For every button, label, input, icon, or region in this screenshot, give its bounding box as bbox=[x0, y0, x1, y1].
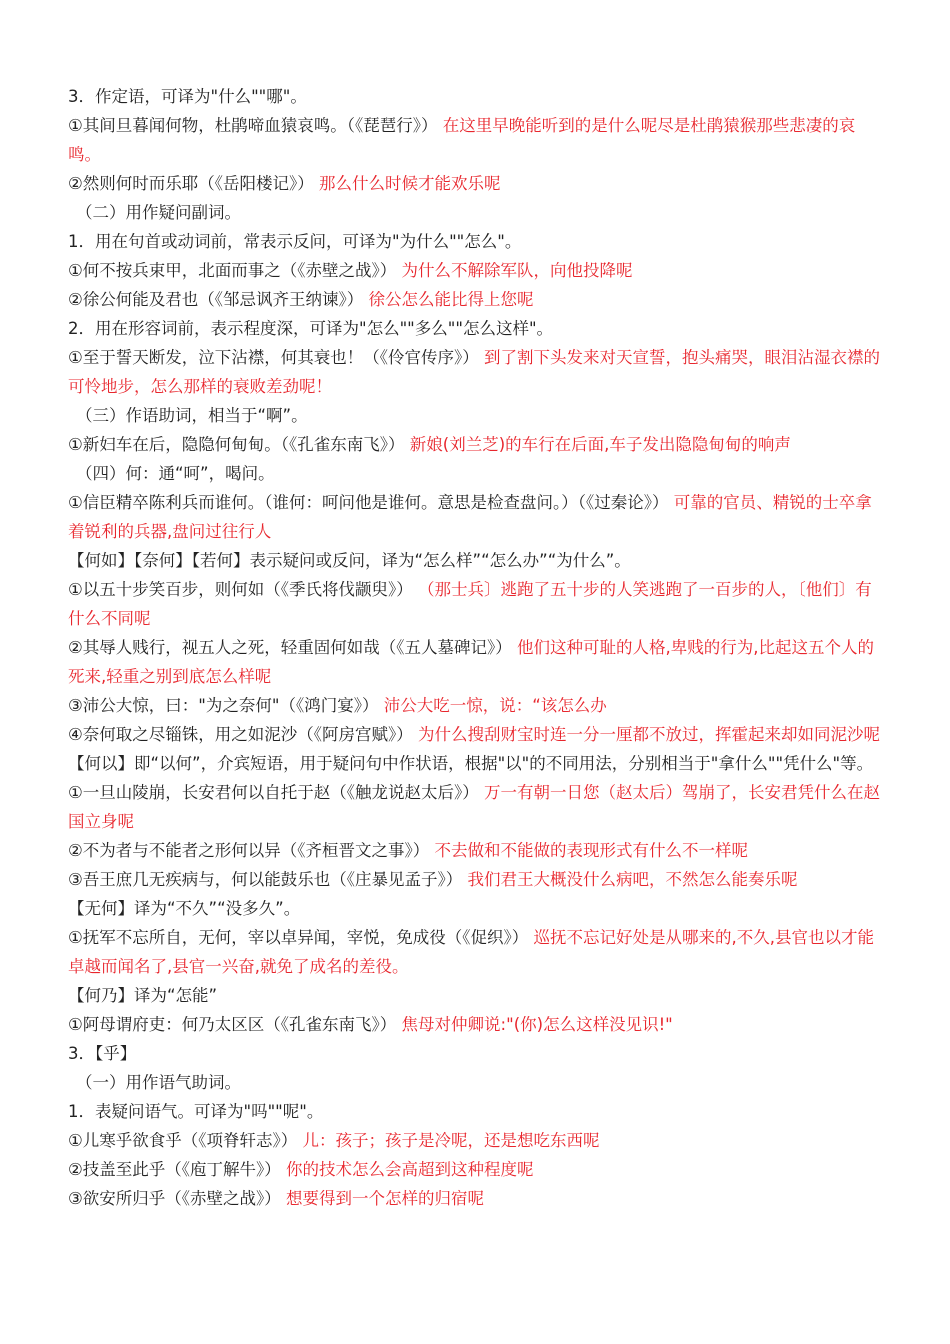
text-line bbox=[68, 343, 883, 401]
text-line bbox=[68, 111, 883, 169]
source-text: 1．表疑问语气。可译为"吗""呢"。 bbox=[68, 1102, 324, 1121]
translation-text: 你的技术怎么会高超到这种程度呢 bbox=[286, 1160, 534, 1179]
text-line bbox=[68, 1068, 883, 1097]
text-line bbox=[68, 749, 883, 778]
translation-text: （那士兵〕逃跑了五十步的人笑逃跑了一百步的人，〔他们〕有什么不同呢 bbox=[68, 580, 872, 628]
translation-text: 可靠的官员、精锐的士卒拿着锐利的兵器,盘问过往行人 bbox=[68, 493, 872, 541]
translation-text: 到了割下头发来对天宣誓，抱头痛哭，眼泪沾湿衣襟的可怜地步，怎么那样的衰败差劲呢！ bbox=[68, 348, 881, 396]
source-text: ②技盖至此乎（《庖丁解牛》） bbox=[68, 1160, 281, 1179]
text-line bbox=[68, 1184, 883, 1213]
text-line bbox=[68, 836, 883, 865]
text-line bbox=[68, 285, 883, 314]
text-line bbox=[68, 227, 883, 256]
source-text: ①一旦山陵崩，长安君何以自托于赵（《触龙说赵太后》） bbox=[68, 783, 479, 802]
text-line bbox=[68, 82, 883, 111]
source-text: 2．用在形容词前，表示程度深，可译为"怎么""多么""怎么这样"。 bbox=[68, 319, 554, 338]
text-line bbox=[68, 720, 883, 749]
text-line bbox=[68, 1126, 883, 1155]
source-text: 1．用在句首或动词前，常表示反问，可译为"为什么""怎么"。 bbox=[68, 232, 522, 251]
source-text: ①阿母谓府吏：何乃太区区（《孔雀东南飞》） bbox=[68, 1015, 397, 1034]
text-line bbox=[68, 546, 883, 575]
source-text: ②其辱人贱行，视五人之死，轻重固何如哉（《五人墓碑记》） bbox=[68, 638, 512, 657]
translation-text: 不去做和不能做的表现形式有什么不一样呢 bbox=[434, 841, 749, 860]
translation-text: 焦母对仲卿说:"(你)怎么这样没见识!" bbox=[401, 1015, 673, 1034]
text-line bbox=[68, 401, 883, 430]
source-text: （一）用作语气助词。 bbox=[76, 1073, 241, 1092]
translation-text: 想要得到一个怎样的归宿呢 bbox=[286, 1189, 485, 1208]
source-text: ③吾王庶几无疾病与，何以能鼓乐也（《庄暴见孟子》） bbox=[68, 870, 463, 889]
text-line bbox=[68, 691, 883, 720]
text-line bbox=[68, 923, 883, 981]
text-line bbox=[68, 198, 883, 227]
text-line bbox=[68, 256, 883, 285]
text-line bbox=[68, 459, 883, 488]
source-text: ②然则何时而乐耶（《岳阳楼记》） bbox=[68, 174, 314, 193]
source-text: ④奈何取之尽锱铢，用之如泥沙（《阿房宫赋》） bbox=[68, 725, 413, 744]
text-line bbox=[68, 1097, 883, 1126]
text-line bbox=[68, 169, 883, 198]
source-text: ②不为者与不能者之形何以异（《齐桓晋文之事》） bbox=[68, 841, 430, 860]
translation-text: 新娘(刘兰芝)的车行在后面,车子发出隐隐甸甸的响声 bbox=[409, 435, 791, 454]
translation-text: 在这里早晚能听到的是什么呢尽是杜鹃猿猴那些悲凄的哀鸣。 bbox=[68, 116, 856, 164]
text-line bbox=[68, 633, 883, 691]
text-line bbox=[68, 314, 883, 343]
source-text: （三）作语助词，相当于“啊”。 bbox=[76, 406, 308, 425]
source-text: ①儿寒乎欲食乎（《项脊轩志》） bbox=[68, 1131, 298, 1150]
translation-text: 徐公怎么能比得上您呢 bbox=[368, 290, 534, 309]
text-line bbox=[68, 1010, 883, 1039]
source-text: ①新妇车在后，隐隐何甸甸。（《孔雀东南飞》） bbox=[68, 435, 405, 454]
source-text: ①何不按兵束甲，北面而事之（《赤壁之战》） bbox=[68, 261, 397, 280]
source-text: 【何以】即“以何”，介宾短语，用于疑问句中作状语，根据"以"的不同用法，分别相当于"拿什么""凭什么"等。 bbox=[68, 754, 874, 773]
translation-text: 为什么搜刮财宝时连一分一厘都不放过，挥霍起来却如同泥沙呢 bbox=[418, 725, 881, 744]
source-text: 【何乃】译为“怎能” bbox=[68, 986, 218, 1005]
source-text: ①抚军不忘所自，无何，宰以卓异闻，宰悦，免成役（《促织》） bbox=[68, 928, 529, 947]
source-text: （四）何：通“呵”，喝问。 bbox=[76, 464, 275, 483]
source-text: 3．作定语，可译为"什么""哪"。 bbox=[68, 87, 307, 106]
source-text: ②徐公何能及君也（《邹忌讽齐王纳谏》） bbox=[68, 290, 364, 309]
source-text: ①其间旦暮闻何物，杜鹃啼血猿哀鸣。（《琵琶行》） bbox=[68, 116, 438, 135]
translation-text: 那么什么时候才能欢乐呢 bbox=[319, 174, 501, 193]
text-line bbox=[68, 894, 883, 923]
source-text: ③沛公大惊，曰："为之奈何"（《鸿门宴》） bbox=[68, 696, 379, 715]
text-line bbox=[68, 1039, 883, 1068]
source-text: ①以五十步笑百步，则何如（《季氏将伐颛臾》） bbox=[68, 580, 413, 599]
source-text: ③欲安所归乎（《赤壁之战》） bbox=[68, 1189, 281, 1208]
translation-text: 儿：孩子；孩子是冷呢，还是想吃东西呢 bbox=[302, 1131, 600, 1150]
text-line bbox=[68, 488, 883, 546]
translation-text: 为什么不解除军队，向他投降呢 bbox=[401, 261, 633, 280]
text-line bbox=[68, 430, 883, 459]
source-text: （二）用作疑问副词。 bbox=[76, 203, 241, 222]
source-text: 3．【乎】 bbox=[68, 1044, 137, 1063]
text-line bbox=[68, 778, 883, 836]
source-text: 【无何】译为“不久”“没多久”。 bbox=[68, 899, 301, 918]
translation-text: 巡抚不忘记好处是从哪来的,不久,县官也以才能卓越而闻名了,县官一兴奋,就免了成名的差役。 bbox=[68, 928, 875, 976]
translation-text: 沛公大吃一惊，说：“该怎么办 bbox=[383, 696, 607, 715]
source-text: ①信臣精卒陈利兵而谁何。（谁何：呵问他是谁何。意思是检查盘问。）（《过秦论》） bbox=[68, 493, 669, 512]
source-text: ①至于誓天断发，泣下沾襟，何其衰也！（《伶官传序》） bbox=[68, 348, 479, 367]
document-body bbox=[68, 82, 883, 1213]
text-line bbox=[68, 575, 883, 633]
translation-text: 他们这种可耻的人格,卑贱的行为,比起这五个人的死来,轻重之别到底怎么样呢 bbox=[68, 638, 875, 686]
translation-text: 我们君王大概没什么病吧，不然怎么能奏乐呢 bbox=[467, 870, 798, 889]
translation-text: 万一有朝一日您（赵太后）驾崩了，长安君凭什么在赵国立身呢 bbox=[68, 783, 881, 831]
text-line bbox=[68, 981, 883, 1010]
text-line bbox=[68, 1155, 883, 1184]
source-text: 【何如】【奈何】【若何】表示疑问或反问，译为“怎么样”“怎么办”“为什么”。 bbox=[68, 551, 631, 570]
text-line bbox=[68, 865, 883, 894]
